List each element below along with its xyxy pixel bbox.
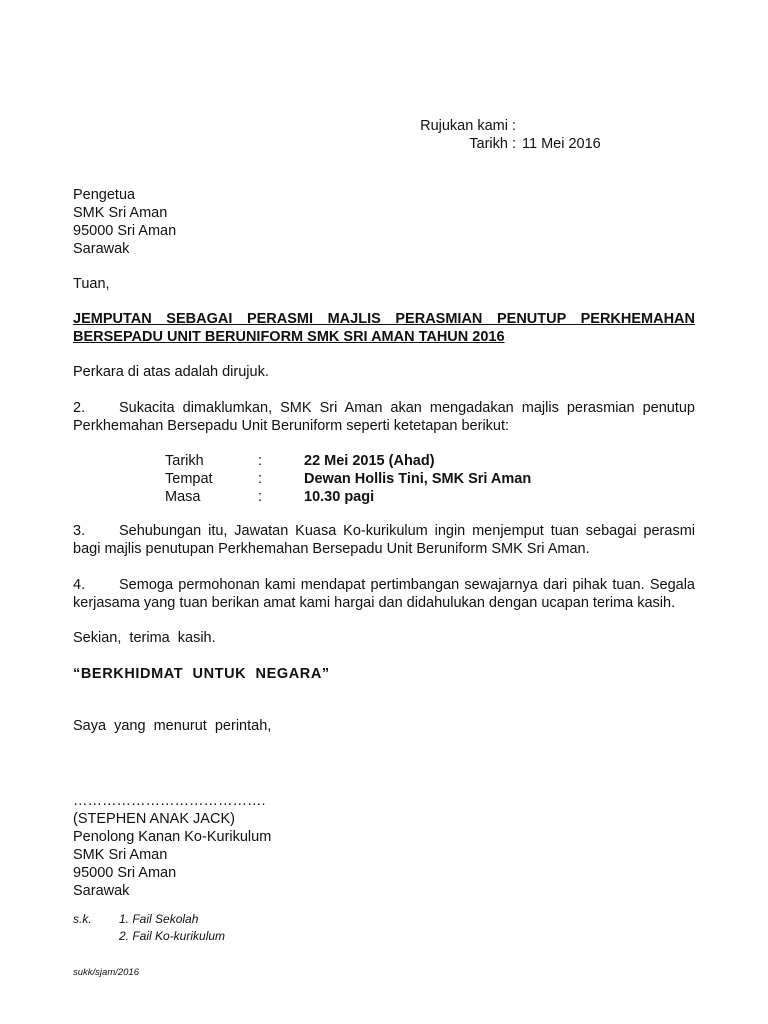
signoff: Saya yang menurut perintah, [73, 718, 272, 734]
reference-block [413, 117, 601, 153]
paragraph-text: Sehubungan itu, Jawatan Kuasa Ko-kurikulum ingin menjemput tuan sebagai perasmi bagi majlis penutupan Perkhemahan Bersepadu Unit Beruniform SMK Sri Aman. [73, 523, 695, 557]
reference-label: Rujukan kami : [420, 118, 516, 134]
signature-line: …………………………………. [73, 793, 266, 809]
recipient-line: Pengetua [73, 187, 136, 203]
copies-block [73, 911, 225, 945]
event-details [165, 452, 531, 506]
detail-value: 10.30 pagi [304, 489, 375, 505]
date-row [413, 135, 601, 153]
paragraph-number: 4. [73, 577, 86, 593]
file-reference: sukk/sjam/2016 [73, 967, 140, 978]
signatory-city: 95000 Sri Aman [73, 865, 177, 881]
detail-colon: : [258, 489, 263, 505]
detail-label: Masa [165, 489, 201, 505]
salutation: Tuan, [73, 276, 110, 292]
paragraph-3 [73, 522, 695, 558]
paragraph-4 [73, 576, 695, 612]
motto: “BERKHIDMAT UNTUK NEGARA” [73, 666, 330, 682]
signature-block [73, 792, 271, 900]
subject-line-1: JEMPUTAN SEBAGAI PERASMI MAJLIS PERASMIAN PENUTUP PERKHEMAHAN [73, 311, 695, 327]
paragraph-text: Semoga permohonan kami mendapat pertimbangan sewajarnya dari pihak tuan. Segala kerjasama yang tuan berikan amat kami hargai dan didahulukan dengan ucapan terima kasih. [73, 577, 695, 611]
subject-line-2: BERSEPADU UNIT BERUNIFORM SMK SRI AMAN TAHUN 2016 [73, 329, 505, 345]
detail-value: 22 Mei 2015 (Ahad) [304, 453, 435, 469]
paragraph-number: 2. [73, 400, 86, 416]
copies-label: s.k. [73, 912, 92, 926]
copies-item: 1. Fail Sekolah [119, 912, 199, 926]
detail-label: Tempat [165, 471, 213, 487]
date-value: 11 Mei 2016 [522, 136, 601, 152]
signatory-name: (STEPHEN ANAK JACK) [73, 811, 235, 827]
paragraph-2 [73, 399, 695, 435]
signatory-title: Penolong Kanan Ko-Kurikulum [73, 829, 272, 845]
intro-paragraph: Perkara di atas adalah dirujuk. [73, 364, 269, 380]
letter-subject [73, 310, 695, 346]
detail-colon: : [258, 471, 263, 487]
detail-label: Tarikh [165, 453, 204, 469]
paragraph-number: 3. [73, 523, 86, 539]
signatory-org: SMK Sri Aman [73, 847, 168, 863]
date-label: Tarikh : [469, 136, 516, 152]
copies-row [73, 911, 225, 928]
paragraph-text: Sukacita dimaklumkan, SMK Sri Aman akan mengadakan majlis perasmian penutup Perkhemahan Bersepadu Unit Beruniform seperti ketetapan berikut: [73, 400, 695, 434]
detail-row [165, 488, 531, 506]
copies-row [73, 928, 225, 945]
copies-item: 2. Fail Ko-kurikulum [119, 929, 226, 943]
reference-row [413, 117, 601, 135]
detail-row [165, 452, 531, 470]
detail-colon: : [258, 453, 263, 469]
recipient-line: 95000 Sri Aman [73, 223, 177, 239]
closing: Sekian, terima kasih. [73, 630, 216, 646]
recipient-address [73, 186, 176, 258]
detail-row [165, 470, 531, 488]
signatory-state: Sarawak [73, 883, 130, 899]
detail-value: Dewan Hollis Tini, SMK Sri Aman [304, 471, 532, 487]
recipient-line: Sarawak [73, 241, 130, 257]
recipient-line: SMK Sri Aman [73, 205, 168, 221]
